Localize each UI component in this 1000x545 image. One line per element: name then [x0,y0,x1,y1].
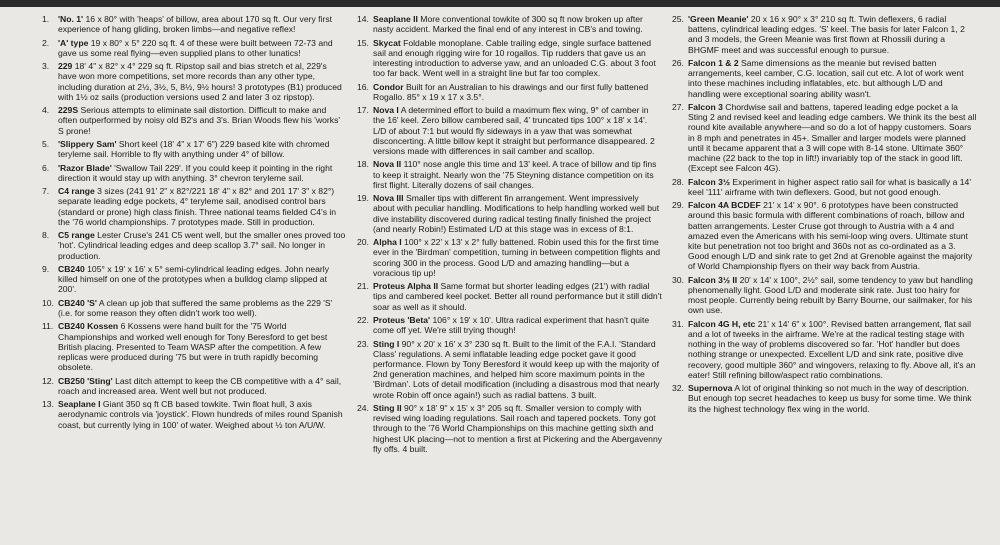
entry-model-name: C5 range [58,230,95,241]
entry-description: Smaller tips with different fin arrangement. Went impressively about with peculiar handling. Modifications to help handling worked well but dive instability discovered during radical testing finally finished the project (and nearly Robin!) Estimated L/D at this stage was in excess of 8:1. [373,193,660,234]
entry-number: 27. [672,102,684,112]
entry-text [688,275,977,316]
entry-model-name: 'Slippery Sam' [58,138,117,149]
entry-text [688,177,977,197]
entry-model-name: Condor [373,81,404,92]
entry-text [58,139,347,159]
entry-number: 2. [42,37,50,48]
entry-number: 5. [42,138,50,149]
list-item [357,159,662,190]
list-item [42,186,347,227]
entry-text [373,315,662,335]
entry-description: 100° x 22' x 13' x 2° fully battened. Robin used this for the first time ever in the 'Birdman' competition, turning in between competition flights and scoring 300 in the process. Good L/D and amazing handling—but a voracious tip up! [373,237,661,278]
entry-description: 105° x 19' x 16' x 5° semi-cylindrical leading edges. John nearly killed himself on one of the prototypes when a bulldog clamp slipped at 200'. [58,263,329,295]
list-item [357,38,662,79]
entry-description: 3 sizes (241 91' 2" x 82°/221 18' 4" x 82° and 201 17' 3" x 82°) separate leading edge pockets, 4° teryleme sail, anodised control bars (standard or prone) high class finish. Three national teams fielded C4's in the '76 world championships. 7 prototypes made. Still in production. [58,186,337,227]
entry-model-name: 'Razor Blade' [58,162,112,173]
entry-model-name: Seaplane I [58,399,101,410]
list-item [672,177,977,197]
entry-text [58,105,347,136]
entry-model-name: Skycat [373,37,401,48]
entry-number: 3. [42,61,50,72]
entry-text [58,230,347,261]
entry-text [58,163,347,183]
list-item [357,193,662,234]
list-item [42,264,347,295]
entry-description: 18' 4" x 82° x 4° 229 sq ft. Ripstop sail and bias stretch et al, 229's have won more competitions, set more records than any other type, including duration at 2½, 3½, 5, 8½, 9½ hours! 3 prototypes (B1) produced with 1½ oz sails (production versions used 2 and later 3 oz ripstop). [58,61,342,102]
entry-number: 19. [357,193,369,204]
entry-description: Built for an Australian to his drawings and our first fully battened Rogallo. 85° x 19 x 17 x 3.5°. [373,81,649,102]
entry-text [58,61,347,102]
list-item [42,399,347,430]
entry-number: 14. [357,14,369,24]
entry-number: 10. [42,297,54,308]
entry-model-name: Falcon 3½ [688,176,731,187]
entry-text [688,14,977,55]
entry-number: 1. [42,14,50,24]
entry-model-name: C4 range [58,186,95,197]
entry-description: Serious attempts to eliminate sail distortion. Difficult to make and often outperformed by noisy old B2's and 3's. Brian Woods flew his 'works' S prone! [58,105,341,136]
entry-model-name: Falcon 1 & 2 [688,58,739,68]
entry-text [58,298,347,318]
entry-description: 16 x 80° with 'heaps' of billow, area about 170 sq ft. Our very first experience of hang gliding, broken limbs—and negative reflex! [58,14,333,35]
list-item [672,200,977,271]
entry-number: 4. [42,105,50,116]
entry-number: 23. [357,338,369,349]
entry-number: 28. [672,176,684,187]
entry-description: 90° x 20' x 16' x 3° 230 sq ft. Built to the limit of the F.A.I. 'Standard Class' regulations. A semi inflatable leading edge pocket gave it good performance. Flown by Tony Beresford it would keep up with the majority of 2nd generation machines, and helped him score maximum points in the 'Birdman'. Lots of detail modification (including a disastrous mod that nearly wrote Robin off once again!) such as radial battens. 3 built. [373,338,660,400]
entry-description: 110° nose angle this time and 13' keel. A trace of billow and tip fins to keep it straight. Nearly won the '75 Steyning distance competition on its first flight. Literally dozens of sail changes. [373,159,657,190]
list-item [42,105,347,136]
entry-number: 32. [672,383,684,394]
entry-description: Experiment in higher aspect ratio sail for what is basically a 14' keel '111' airframe with twin deflexers. Good, but not good enough. [688,176,971,197]
entry-number: 16. [357,81,369,92]
entry-description: Short keel (18' 4" x 17' 6") 229 based kite with chromed teryleme sail. Horrible to fly with anything under 4° of billow. [58,138,330,160]
entry-description: 20' x 14' x 100°, 2½° sail, some tendency to yaw but handling phenomenally light. Good L/D and moderate sink rate. Just too hairy for most people. Currently being rebuilt by Barry Bourne, our sailmaker, for his own use. [688,274,973,316]
entry-description: Lester Cruse's 241 C5 went well, but the smaller ones proved too 'hot'. Cylindrical leading edges and deep scallop 3.7° sail. No longer in production. [58,230,346,261]
list-item [42,376,347,396]
entry-number: 31. [672,318,684,329]
entry-model-name: 'Green Meanie' [688,14,749,24]
entry-description: A lot of original thinking so not much in the way of description. But enough top secret headaches to keep us busy for some time. We think its the highest technology flex wing in the world. [688,383,972,414]
list-item [42,139,347,159]
entry-description: Same dimensions as the meanie but revised batten arrangements, keel camber, C.G. location, sail cut etc. A lot of work went into these machines including inflatables, etc. but although L/D and handling were exceptional soaring ability wasn't. [688,58,964,99]
entry-description: 20 x 16 x 90° x 3° 210 sq ft. Twin deflexers, 6 radial battens, cylindrical leading edges. 'S' keel. The basis for later Falcon 1, 2 and 3 models, the Green Meanie was first flown at Rhossili during a BHGMF meet and was successful enough to pursue. [688,14,965,55]
list-item [672,383,977,414]
entry-model-name: 229S [58,105,79,116]
entry-model-name: Supernova [688,383,733,394]
entry-model-name: CB250 'Sting' [58,375,113,386]
entry-number: 30. [672,274,684,285]
entry-model-name: 229 [58,61,73,72]
list-item [42,14,347,34]
entry-number: 18. [357,159,369,170]
entry-number: 7. [42,186,50,197]
entry-text [58,376,347,396]
entry-model-name: Falcon 3 [688,102,723,112]
entry-number: 24. [357,402,369,413]
entry-number: 13. [42,399,54,410]
glider-history-list [42,14,977,519]
entry-model-name: CB240 [58,263,85,274]
entry-description: Same format but shorter leading edges (21') with radial tips and cambered keel pocket. Better all round performance but it still didn't soar as well as it should. [373,281,662,312]
entry-description: Foldable monoplane. Cable trailing edge, single surface battened sail and enough rigging wire for 10 rogallos. Tip rudders that gave us an interesting introduction to adverse yaw, and an unloaded C.G. about 3 foot too far back. Went well in a straight line but far too complex. [373,37,656,79]
entry-text [58,38,347,58]
entry-model-name: CB240 'S' [58,297,97,308]
entry-model-name: Sting I [373,338,400,349]
entry-model-name: 'A' type [58,37,89,48]
entry-text [373,281,662,312]
entry-model-name: Falcon 4A BCDEF [688,200,761,211]
list-item [357,105,662,156]
list-item [672,102,977,173]
list-item [42,230,347,261]
entry-number: 17. [357,105,369,116]
entry-number: 21. [357,281,369,292]
entry-text [688,102,977,173]
list-item [672,275,977,316]
entry-number: 9. [42,263,50,274]
entry-model-name: Nova III [373,193,404,204]
entry-model-name: Proteus Alpha II [373,281,439,292]
list-item [357,14,662,34]
entry-text [373,38,662,79]
entry-number: 26. [672,58,684,68]
list-item [42,321,347,372]
list-item [42,61,347,102]
entry-model-name: Alpha I [373,237,402,248]
entry-text [373,193,662,234]
entry-text [373,403,662,454]
entry-description: 'Swallow Tail 229'. If you could keep it pointing in the right direction it would stay up with anything. 3° chevron teryleme sail. [58,162,333,183]
entry-model-name: Seaplane II [373,14,418,24]
entry-description: 19 x 80° x 5° 220 sq ft. 4 of these were built between 72-73 and gave us some real flying—even supplied plans to other lunatics! [58,37,333,58]
entry-text [58,264,347,295]
entry-number: 15. [357,37,369,48]
entry-description: 90° x 18' 9" x 15' x 3° 205 sq ft. Smaller version to comply with revised wing loading regulations. Sail roach and tapered pockets. Tony got through to the '76 World Championships on this machine getting sixth and highest UK placing—not to mention a first at Pickering and the Abergavenny fly offs. 4 built. [373,402,663,454]
entry-text [373,105,662,156]
entry-text [688,200,977,271]
column-3 [672,14,977,519]
list-item [357,82,662,102]
column-1 [42,14,347,519]
entry-text [373,237,662,278]
list-item [357,281,662,312]
entry-description: A clean up job that suffered the same problems as the 229 'S' (i.e. for some reason they often didn't work too well). [58,297,333,318]
list-item [42,163,347,183]
entry-description: 21' x 14' 6" x 100°. Revised batten arrangement, flat sail and a lot of tweeks in the airframe. We're at the radical testing stage with nothing in the way of problems discovered so far. 'Hot' handler but does nothing strange or unexpected. Excellent L/D and sink rate, positive dive recovery, good multiple 360° and wingovers, relaxing to fly. Above all, it's an eater! Still refining billow/aspect ratio combinations. [688,318,976,380]
list-item [357,315,662,335]
entry-model-name: 'No. 1' [58,14,84,24]
list-item [357,403,662,454]
entry-model-name: Falcon 4G H, etc [688,318,756,329]
list-item [357,339,662,400]
entry-text [688,319,977,380]
entry-model-name: Nova II [373,159,402,170]
entry-number: 22. [357,314,369,325]
list-item [42,38,347,58]
entry-number: 6. [42,162,50,173]
entry-text [58,321,347,372]
entry-number: 12. [42,375,54,386]
entry-model-name: Nova I [373,105,399,116]
list-item [42,298,347,318]
entry-description: 6 Kossens were hand built for the '75 World Championships and worked well enough for Tony Beresford to get best British placing. Presented to Team WASP after the competition. A few replicas were produced during '75 but were in truth rapidly becoming obsolete. [58,321,328,373]
entry-text [373,339,662,400]
entry-text [58,186,347,227]
entry-description: Giant 350 sq ft CB based towkite. Twin float hull, 3 axis aerodynamic controls via 'joystick'. Flown hundreds of miles round Spanish coast, but currently lying in 100' of water. Weighed about ½ ton A/U/W. [58,399,343,430]
top-border [0,0,1000,7]
entry-description: A determined effort to build a maximum flex wing, 9° of camber in the 16' keel. Zero billow cambered sail, 4' truncated tips 100° x 18' x 14'. L/D of about 7:1 but would fly sideways in a yaw that was somewhat disconcerting. A little billow kept it straight but performance disappeared. 2 versions made with differences in sail camber and scallop. [373,105,655,156]
list-item [672,319,977,380]
entry-text [373,159,662,190]
entry-text [58,14,347,34]
entry-model-name: Falcon 3½ II [688,274,738,285]
entry-model-name: CB240 Kossen [58,321,119,332]
entry-number: 11. [42,321,54,332]
entry-text [58,399,347,430]
entry-description: Last ditch attempt to keep the CB competitive with a 4° sail, roach and increased area. Went well but not produced. [58,375,342,396]
entry-text [373,82,662,102]
entry-description: 106° x 19' x 10'. Ultra radical experiment that hasn't quite come off yet. We're still trying though! [373,314,650,336]
entry-model-name: Sting II [373,402,402,413]
entry-number: 25. [672,14,684,24]
list-item [672,58,977,99]
entry-description: More conventional towkite of 300 sq ft now broken up after nasty accident. Marked the final end of any interest in CB's and towing. [373,14,643,35]
list-item [357,237,662,278]
entry-text [688,58,977,99]
entry-description: 21' x 14' x 90°. 6 prototypes have been constructed around this basic formula with different combinations of roach, billow and batten arrangements. Lester Cruse got through to Austria with a 4 and amazed even the Americans with his semi-loop wing overs. Ultimate stunt kite but penetration not too bright and 360s not as co-ordinated as a 3. Good enough L/D and sink rate to get 2nd at Grenoble against the majority of World Championship flyers on their way back from Austria. [688,200,973,272]
entry-number: 20. [357,237,369,248]
entry-number: 29. [672,200,684,211]
column-2 [357,14,662,519]
entry-text [373,14,662,34]
entry-description: Chordwise sail and battens, tapered leading edge pocket a la Sting 2 and revised keel and leading edge cambers. We think its the best all round kite available anywhere—and so do a lot of happy customers. Soars in 8 mph and penetrates in 45+. Smaller and larger models were planned until it became apparent that a 3 will cope with 8-14 stone. Ultimate 360° machine (22 back to the top in lift!) invariably top of the stack in good lift. (Except see Falcon 4G). [688,102,977,174]
entry-model-name: Proteus 'Beta' [373,314,431,325]
list-item [672,14,977,55]
entry-number: 8. [42,230,50,241]
entry-text [688,383,977,414]
